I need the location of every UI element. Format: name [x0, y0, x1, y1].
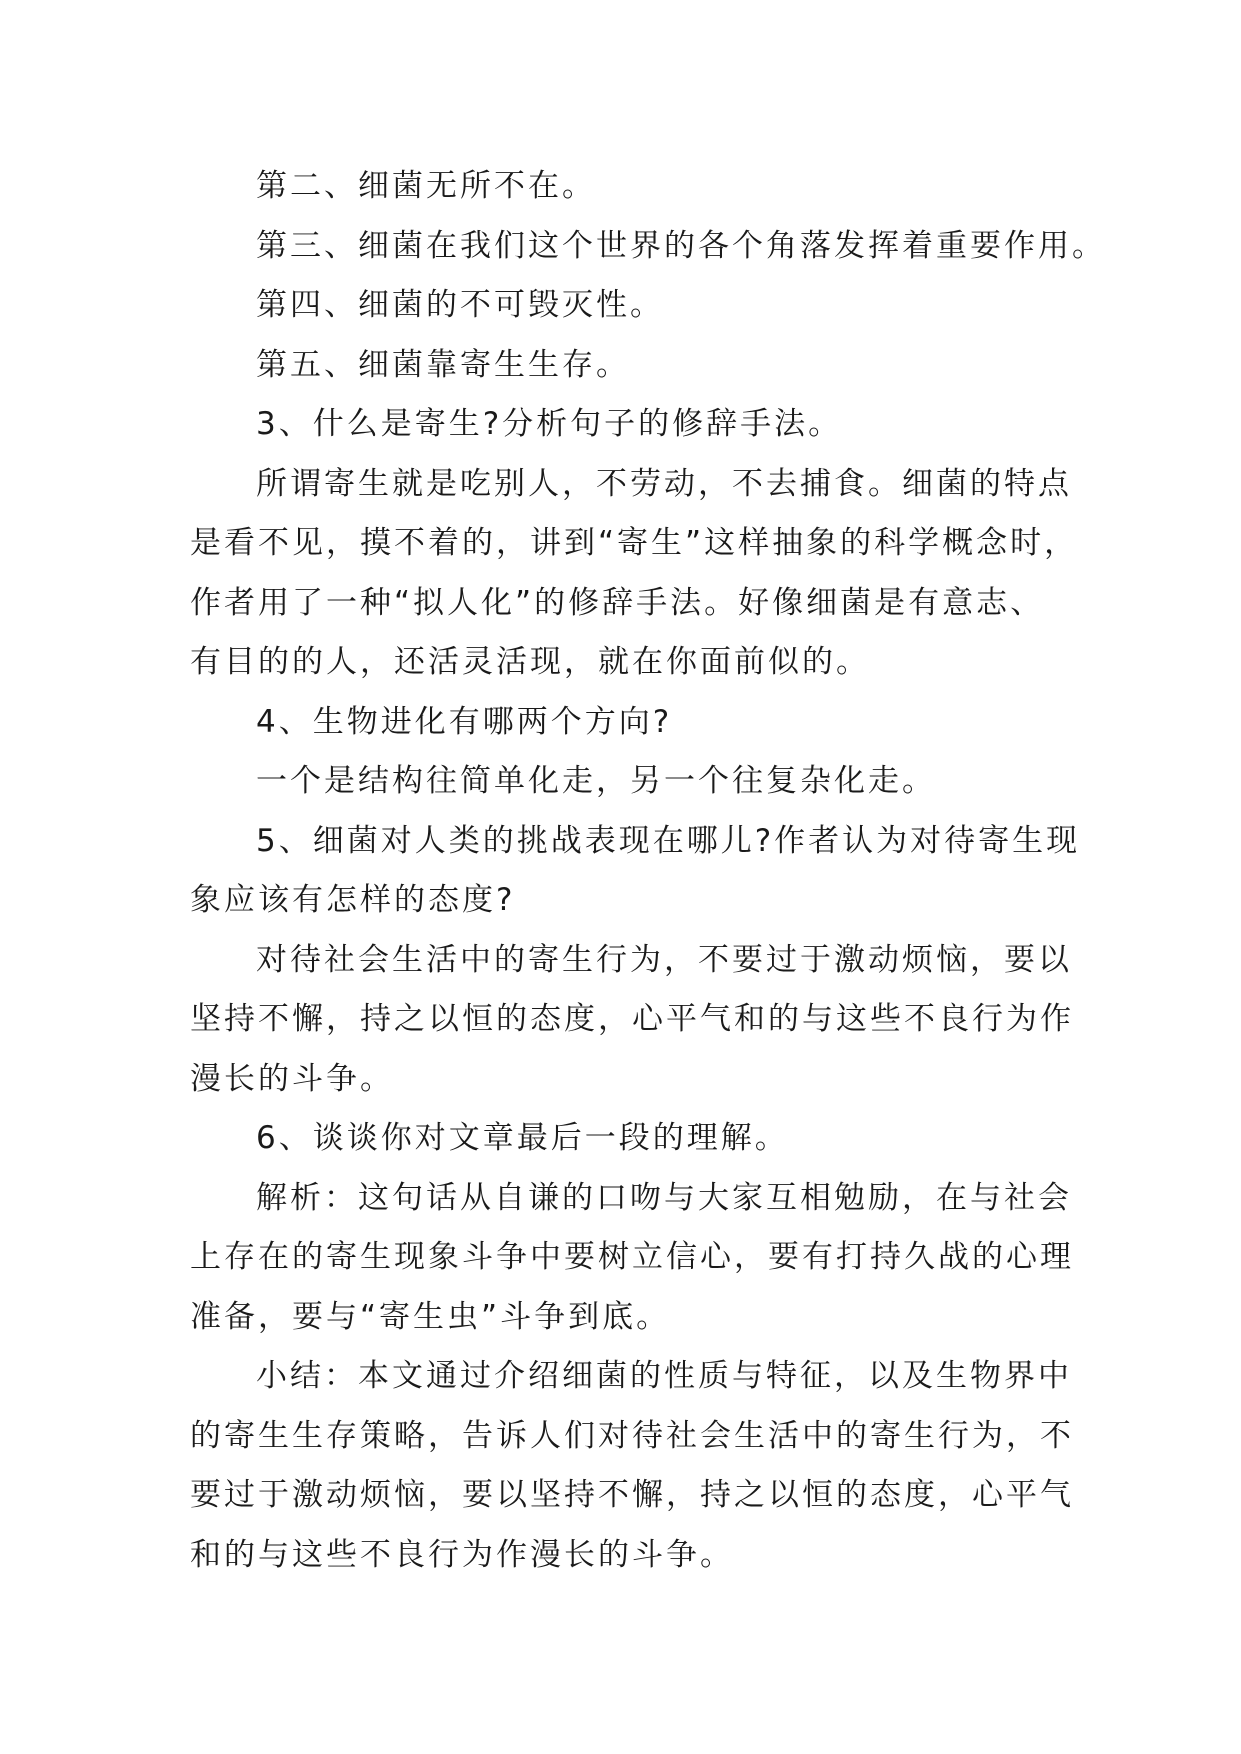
- text-line: 第五、细菌靠寄生生存。: [256, 347, 630, 383]
- text-line: 所谓寄生就是吃别人，不劳动，不去捕食。细菌的特点: [256, 466, 1072, 502]
- text-line: 3、什么是寄生?分析句子的修辞手法。: [256, 406, 843, 442]
- text-line: 和的与这些不良行为作漫长的斗争。: [190, 1537, 734, 1573]
- text-line: 有目的的人，还活灵活现，就在你面前似的。: [190, 644, 870, 680]
- text-line: 4、生物进化有哪两个方向?: [256, 704, 673, 740]
- text-line: 是看不见，摸不着的，讲到“寄生”这样抽象的科学概念时，: [190, 525, 1079, 561]
- text-line: 的寄生生存策略，告诉人们对待社会生活中的寄生行为，不: [190, 1418, 1074, 1454]
- text-line: 6、谈谈你对文章最后一段的理解。: [256, 1120, 789, 1156]
- text-line: 要过于激动烦恼，要以坚持不懈，持之以恒的态度，心平气: [190, 1477, 1074, 1513]
- text-line: 上存在的寄生现象斗争中要树立信心，要有打持久战的心理: [190, 1239, 1074, 1275]
- text-line: 一个是结构往简单化走，另一个往复杂化走。: [256, 763, 936, 799]
- text-line: 第三、细菌在我们这个世界的各个角落发挥着重要作用。: [256, 228, 1106, 264]
- text-line: 漫长的斗争。: [190, 1061, 394, 1097]
- text-line: 5、细菌对人类的挑战表现在哪儿?作者认为对待寄生现: [256, 823, 1081, 859]
- text-line: 解析：这句话从自谦的口吻与大家互相勉励，在与社会: [256, 1180, 1072, 1216]
- text-line: 第二、细菌无所不在。: [256, 168, 596, 204]
- text-line: 象应该有怎样的态度?: [190, 882, 516, 918]
- text-line: 坚持不懈，持之以恒的态度，心平气和的与这些不良行为作: [190, 1001, 1074, 1037]
- text-line: 小结：本文通过介绍细菌的性质与特征，以及生物界中: [256, 1358, 1072, 1394]
- text-line: 准备，要与“寄生虫”斗争到底。: [190, 1299, 671, 1335]
- text-line: 作者用了一种“拟人化”的修辞手法。好像细菌是有意志、: [190, 585, 1045, 621]
- text-line: 对待社会生活中的寄生行为，不要过于激动烦恼，要以: [256, 942, 1072, 978]
- text-line: 第四、细菌的不可毁灭性。: [256, 287, 664, 323]
